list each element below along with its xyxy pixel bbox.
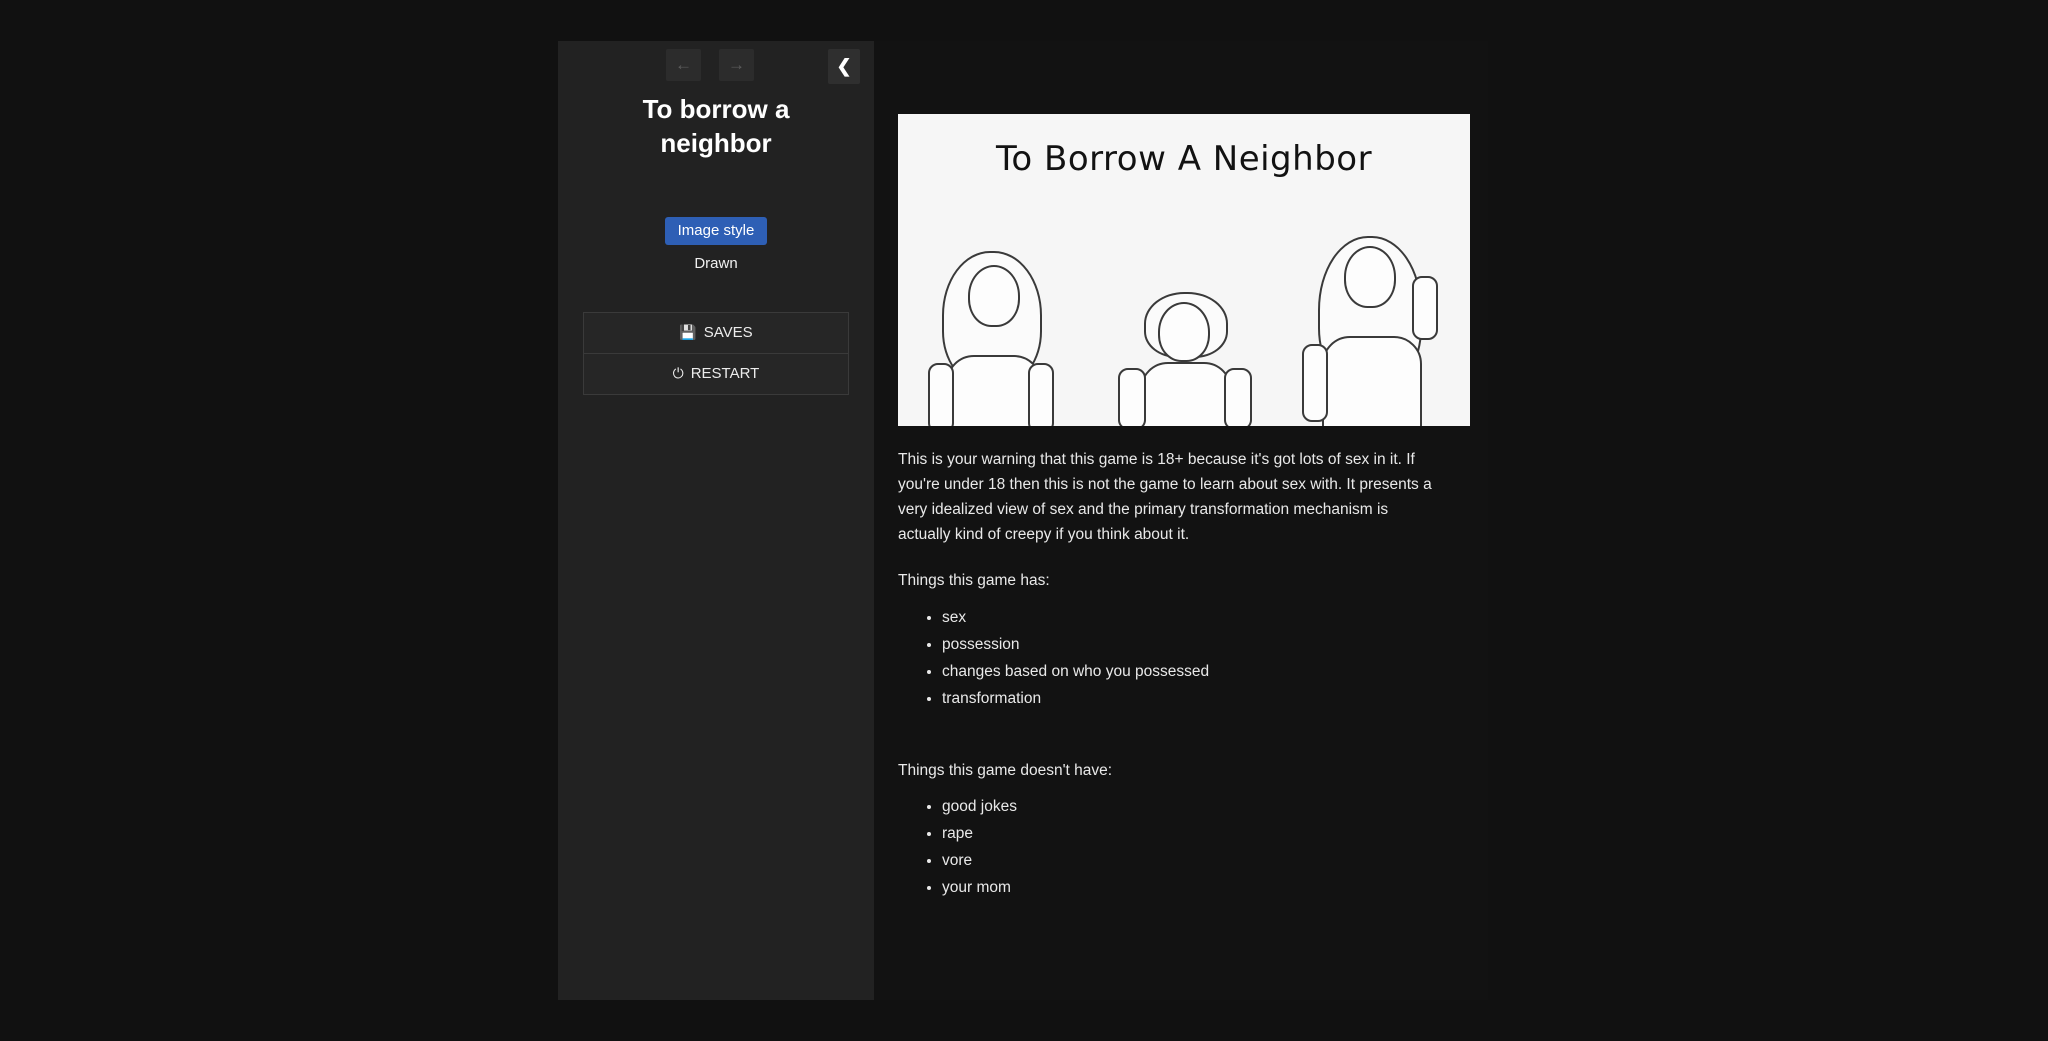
list-item: • transformation [942, 686, 1436, 711]
history-navigation [666, 49, 754, 81]
cover-figure-right [1294, 236, 1444, 426]
list-item: • rape [942, 821, 1436, 846]
list-item: • changes based on who you possessed [942, 659, 1436, 684]
list-item: • good jokes [942, 794, 1436, 819]
image-style-value: Drawn [694, 254, 738, 272]
passage-area [874, 41, 1488, 1000]
warning-paragraph: This is your warning that this game is 18+ because it's got lots of sex in it. If you're under 18 then this is not the game to learn about sex with. It presents a very idealized view of sex and the primary transformation mechanism is actually kind of creepy if you think about it. [898, 451, 1432, 544]
restart-button[interactable] [583, 353, 849, 395]
saves-button-label: SAVES [703, 323, 753, 341]
arrow-right-icon[interactable]: → [719, 49, 754, 81]
has-heading: Things this game has: [898, 572, 1050, 590]
not-heading: Things this game doesn't have: [898, 761, 1113, 779]
power-icon: ⏻ [672, 364, 684, 381]
saves-button[interactable] [583, 312, 849, 353]
sidebar [558, 41, 874, 1000]
image-style-section [558, 217, 874, 272]
cover-figure-left [916, 251, 1066, 426]
list-item: • possession [942, 632, 1436, 657]
list-item: • sex [942, 605, 1436, 630]
arrow-left-icon[interactable]: ← [666, 49, 701, 81]
image-style-button[interactable]: Image style [665, 217, 768, 245]
restart-button-label: RESTART [690, 364, 760, 382]
section-gap [898, 713, 1436, 737]
story-title: To borrow a neighbor [642, 94, 790, 158]
story-window [558, 41, 1488, 1000]
sidebar-actions [583, 312, 849, 395]
list-item: • your mom [942, 875, 1436, 900]
list-item: • vore [942, 848, 1436, 873]
floppy-disk-icon: 💾 [679, 323, 697, 340]
cover-illustration [898, 184, 1470, 426]
cover-image-title: To Borrow A Neighbor [995, 139, 1373, 179]
cover-image [898, 114, 1470, 426]
sidebar-collapse-button[interactable]: ❮ [828, 49, 860, 84]
not-list [898, 794, 1436, 900]
sidebar-spacer [558, 161, 874, 217]
has-list [898, 605, 1436, 711]
cover-figure-middle [1114, 276, 1254, 426]
